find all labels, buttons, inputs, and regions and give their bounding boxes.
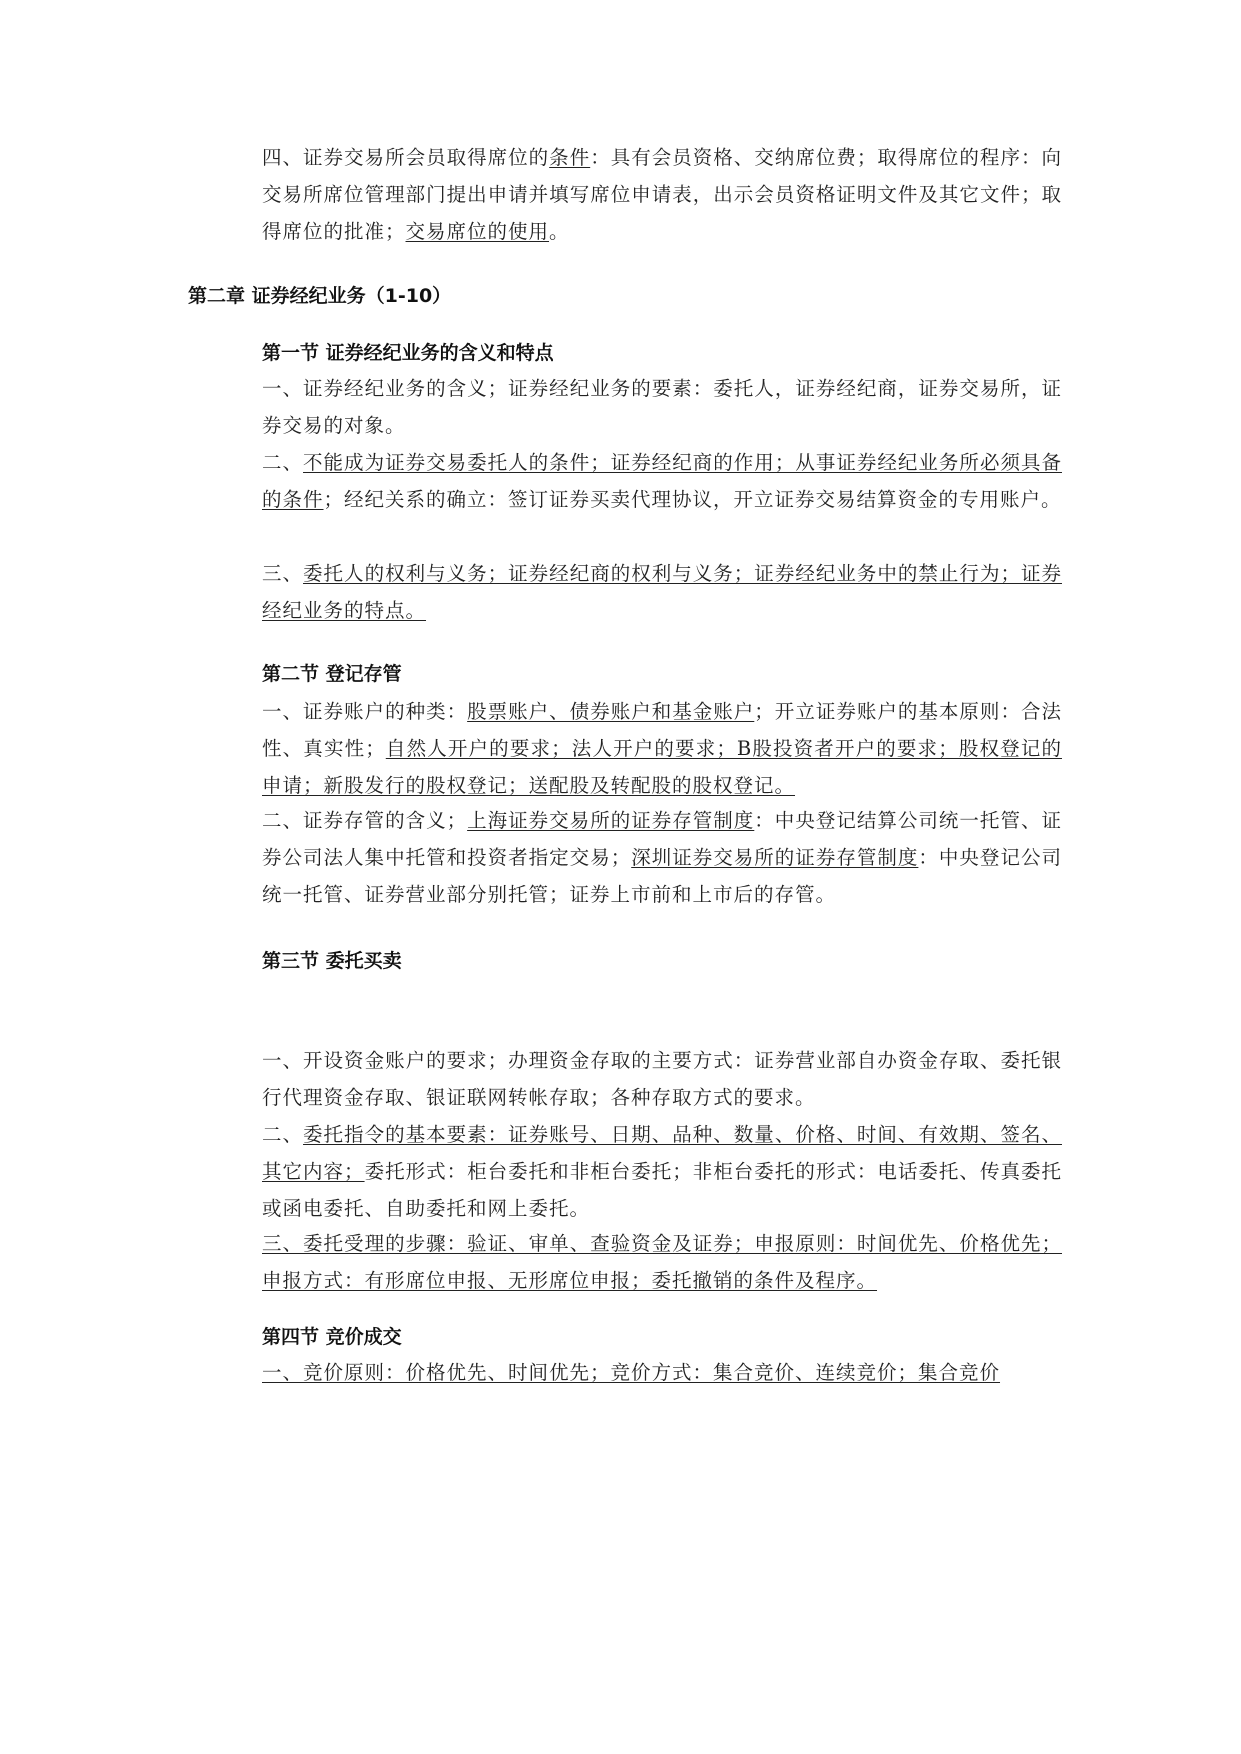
paragraph-custody — [262, 802, 1062, 913]
paragraph-order-acceptance — [262, 1225, 1062, 1299]
underlined-text-run: 三、委托受理的步骤：验证、审单、查验资金及证券；申报原则：时间优先、价格优先；申报方式：有形席位申报、无形席位申报；委托撤销的条件及程序。 — [262, 1232, 1062, 1292]
text-run: 一、开设资金账户的要求；办理资金存取的主要方式：证券营业部自办资金存取、委托银行代理资金存取、银证联网转帐存取；各种存取方式的要求。 — [262, 1049, 1062, 1109]
text-run: 二、 — [262, 451, 304, 474]
text-run: 一、证券经纪业务的含义；证券经纪业务的要素：委托人，证券经纪商，证券交易所，证券交易的对象。 — [262, 377, 1062, 437]
text-run: 委托形式：柜台委托和非柜台委托；非柜台委托的形式：电话委托、传真委托或函电委托、自助委托和网上委托。 — [262, 1160, 1062, 1220]
text-run: 四、证券交易所会员取得席位的 — [262, 146, 550, 169]
text-run: 一、证券账户的种类： — [262, 700, 468, 723]
underlined-text-run: 深圳证券交易所的证券存管制度 — [631, 846, 919, 869]
underlined-text-run: 委托人的权利与义务；证券经纪商的权利与义务；证券经纪业务中的禁止行为；证券经纪业务的特点。 — [262, 562, 1062, 622]
text-run: ；经纪关系的确立：签订证券买卖代理协议，开立证券交易结算资金的专用账户。 — [323, 488, 1062, 511]
paragraph-account-types — [262, 693, 1062, 804]
paragraph-brokerage-rights — [262, 555, 1062, 629]
paragraph-order-elements — [262, 1116, 1062, 1227]
underlined-text-run: 股票账户、债券账户和基金账户 — [467, 700, 755, 723]
section-1-title: 第一节 证券经纪业务的含义和特点 — [262, 342, 554, 364]
underlined-text-run: 交易席位的使用 — [405, 220, 550, 243]
text-run: 二、 — [262, 1123, 304, 1146]
paragraph-fund-account — [262, 1042, 1062, 1116]
text-run: 二、证券存管的含义； — [262, 809, 468, 832]
paragraph-bidding-principles — [262, 1354, 1062, 1391]
paragraph-seat-conditions — [262, 139, 1062, 250]
underlined-text-run: 自然人开户的要求；法人开户的要求；B股投资者开户的要求；股权登记的申请；新股发行的股权登记；送配股及转配股的股权登记。 — [262, 737, 1062, 797]
text-run: 。 — [549, 220, 570, 243]
paragraph-brokerage-meaning — [262, 370, 1062, 444]
text-run: ：中央登记结算公司统一托管、证券公司法人集中托管和投资者指定交易； — [262, 809, 1062, 869]
section-2-title: 第二节 登记存管 — [262, 663, 402, 685]
section-4-title: 第四节 竞价成交 — [262, 1326, 402, 1348]
chapter-title: 第二章 证券经纪业务（1-10） — [188, 285, 452, 307]
underlined-text-run: 条件 — [549, 146, 591, 169]
underlined-text-run: 上海证券交易所的证券存管制度 — [467, 809, 755, 832]
paragraph-brokerage-conditions — [262, 444, 1062, 518]
underlined-text-run: 不能成为证券交易委托人的条件；证券经纪商的作用；从事证券经纪业务所必须具备的条件 — [262, 451, 1062, 511]
text-run: ：具有会员资格、交纳席位费；取得席位的程序：向交易所席位管理部门提出申请并填写席位申请表，出示会员资格证明文件及其它文件；取得席位的批准； — [262, 146, 1062, 243]
text-run: 三、 — [262, 562, 304, 585]
section-3-title: 第三节 委托买卖 — [262, 950, 402, 972]
text-run: ：中央登记公司统一托管、证券营业部分别托管；证券上市前和上市后的存管。 — [262, 846, 1062, 906]
underlined-text-run: 一、竞价原则：价格优先、时间优先；竞价方式：集合竞价、连续竞价；集合竞价 — [262, 1361, 1001, 1384]
underlined-text-run: 委托指令的基本要素：证券账号、日期、品种、数量、价格、时间、有效期、签名、其它内容； — [262, 1123, 1062, 1183]
text-run: ；开立证券账户的基本原则：合法性、真实性； — [262, 700, 1062, 760]
